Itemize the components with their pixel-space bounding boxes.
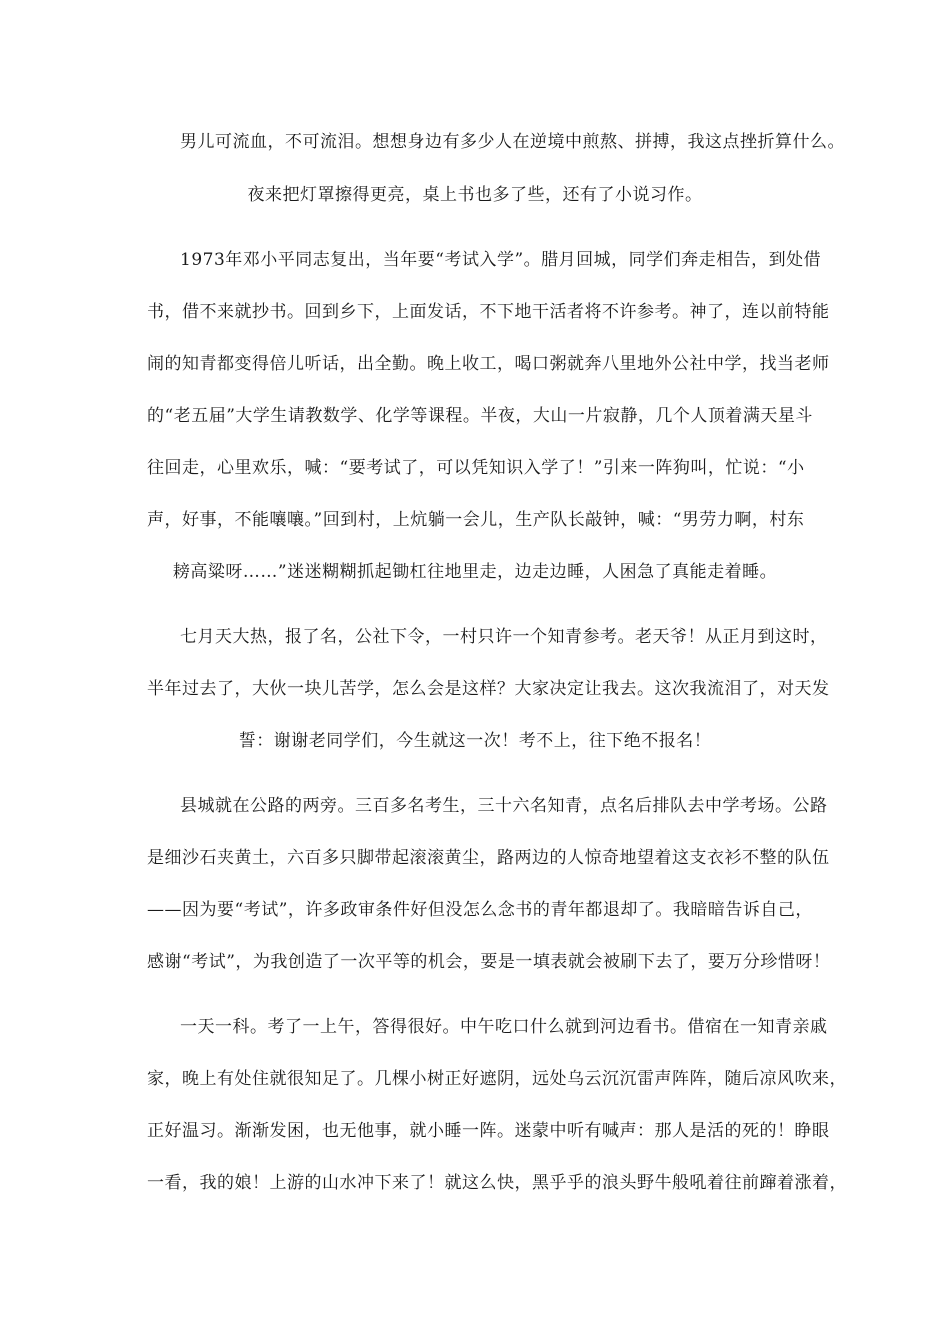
text-line: 声，好事，不能嚷嚷。”回到村，上炕躺一会儿，生产队长敲钟，喊：“男劳力啊，村东 <box>147 510 805 530</box>
text-line: ——因为要“考试”，许多政审条件好但没怎么念书的青年都退却了。我暗暗告诉自己， <box>147 900 813 920</box>
text-line: 感谢“考试”，为我创造了一次平等的机会，要是一填表就会被刷下去了，要万分珍惜呀！ <box>147 952 831 972</box>
text-line: 家，晚上有处住就很知足了。几棵小树正好遮阴，远处乌云沉沉雷声阵阵，随后凉风吹来， <box>147 1069 847 1089</box>
text-line: 一看，我的娘！上游的山水冲下来了！就这么快，黑乎乎的浪头野牛般吼着往前蹿着涨着， <box>147 1173 847 1193</box>
text-line: 闹的知青都变得倍儿听话，出全勤。晚上收工，喝口粥就奔八里地外公社中学，找当老师 <box>147 354 830 374</box>
text-line: 耪高粱呀……”迷迷糊糊抓起锄杠往地里走，边走边睡，人困急了真能走着睡。 <box>172 562 778 582</box>
text-line: 夜来把灯罩擦得更亮，桌上书也多了些，还有了小说习作。 <box>247 185 703 205</box>
text-line: 书，借不来就抄书。回到乡下，上面发话，不下地干活者将不许参考。神了，连以前特能 <box>147 302 830 322</box>
text-line: 是细沙石夹黄土，六百多只脚带起滚滚黄尘，路两边的人惊奇地望着这支衣衫不整的队伍 <box>147 848 830 868</box>
text-line: 半年过去了，大伙一块儿苦学，怎么会是这样？大家决定让我去。这次我流泪了，对天发 <box>147 679 830 699</box>
text-line: 男儿可流血，不可流泪。想想身边有多少人在逆境中煎熬、拼搏，我这点挫折算什么。 <box>180 132 845 152</box>
text-line: 1973年邓小平同志复出，当年要“考试入学”。腊月回城，同学们奔走相告，到处借 <box>180 250 822 270</box>
text-line: 县城就在公路的两旁。三百多名考生，三十六名知青，点名后排队去中学考场。公路 <box>180 796 828 816</box>
text-line: 一天一科。考了一上午，答得很好。中午吃口什么就到河边看书。借宿在一知青亲戚 <box>180 1017 828 1037</box>
text-line: 正好温习。渐渐发困，也无他事，就小睡一阵。迷蒙中听有喊声：那人是活的死的！睁眼 <box>147 1121 830 1141</box>
text-line: 誓：谢谢老同学们，今生就这一次！考不上，往下绝不报名！ <box>238 731 712 751</box>
text-line: 的“老五届”大学生请教数学、化学等课程。半夜，大山一片寂静，几个人顶着满天星斗 <box>147 406 813 426</box>
text-line: 七月天大热，报了名，公社下令，一村只许一个知青参考。老天爷！从正月到这时， <box>180 627 828 647</box>
text-line: 往回走，心里欢乐，喊：“要考试了，可以凭知识入学了！”引来一阵狗叫，忙说：“小 <box>147 458 805 478</box>
